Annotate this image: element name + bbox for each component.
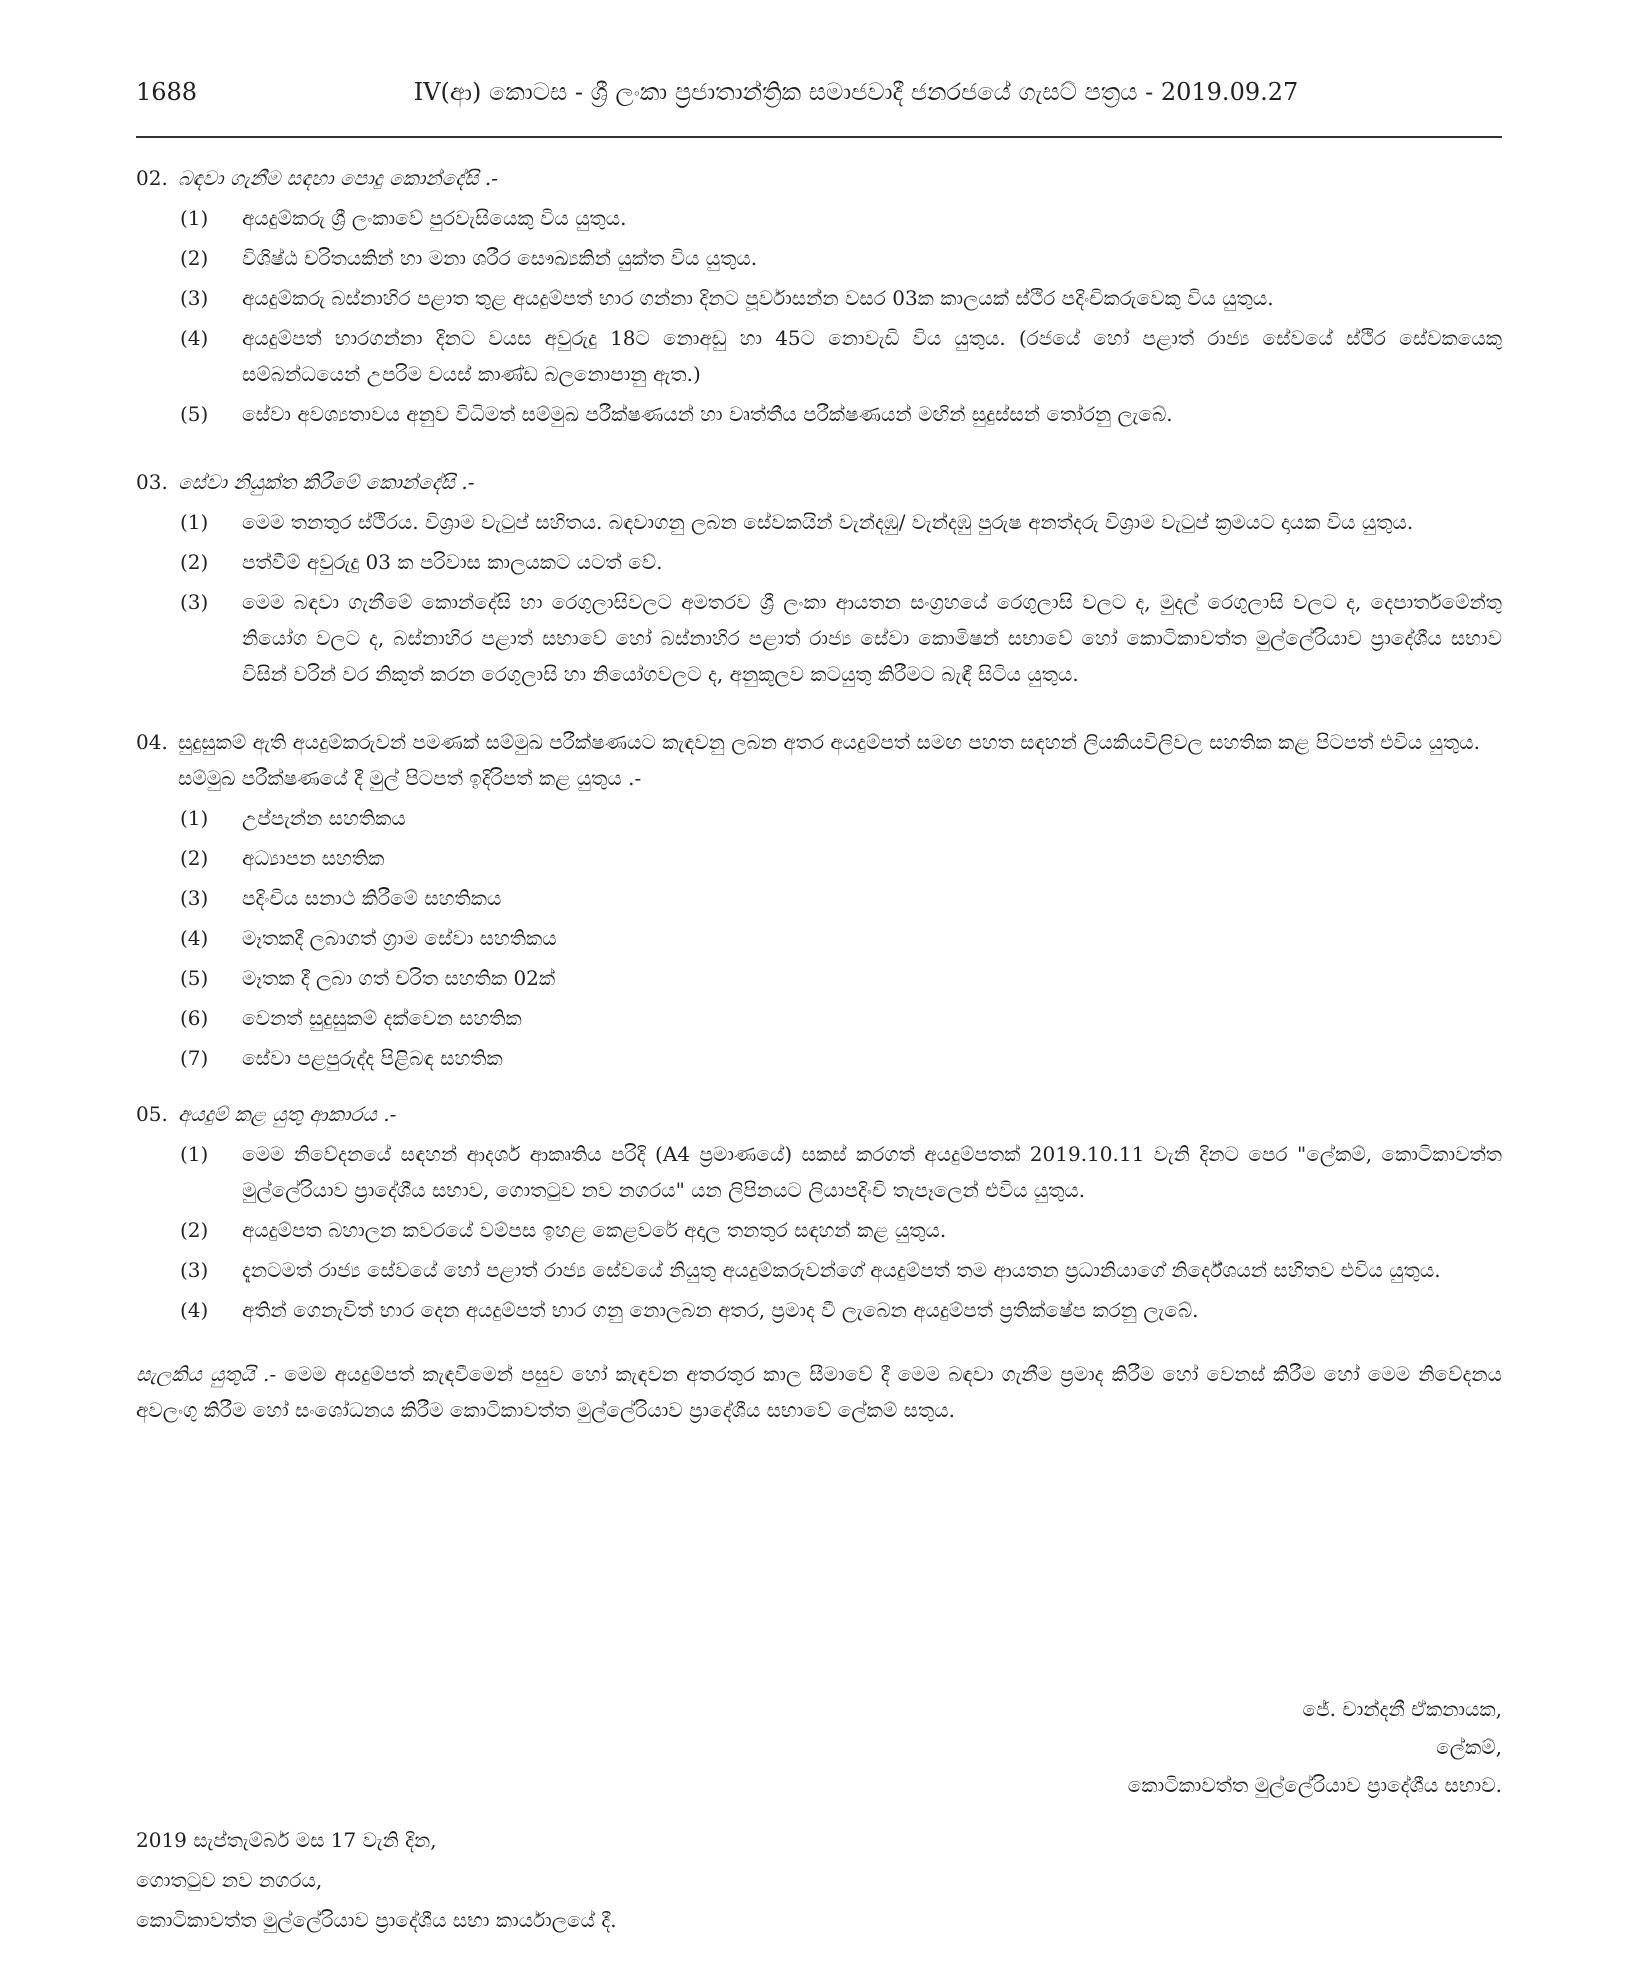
section-how-to-apply	[136, 1096, 1502, 1328]
section-number: 02.	[136, 166, 168, 190]
list-item	[136, 240, 1502, 276]
item-text: පදිංචිය සනාථ කිරීමේ සහතිකය	[242, 886, 502, 910]
list-item	[136, 880, 1502, 916]
issue-date: 2019 සැප්තැම්බර් මස 17 වැනි දින,	[136, 1828, 437, 1852]
section-heading	[136, 724, 1502, 796]
item-number: (2)	[180, 1218, 209, 1242]
item-text: මෑතක දී ලබා ගත් චරිත සහතික 02ක්	[242, 966, 556, 990]
list-item	[136, 320, 1502, 392]
signature-block	[960, 1690, 1502, 1804]
item-number: (7)	[180, 1046, 209, 1070]
important-note	[136, 1356, 1502, 1428]
item-number: (3)	[180, 1258, 209, 1282]
list-item	[136, 960, 1502, 996]
list-item	[136, 1252, 1502, 1288]
section-heading	[136, 464, 1502, 500]
list-item	[136, 1136, 1502, 1208]
list-item	[136, 920, 1502, 956]
item-text: අයදුම්කරු බස්නාහිර පළාත තුළ අයදුම්පත් භාර ගන්නා දිනට පූර්වාසන්න වසර 03ක කාලයක් ස්ථිර පදිංචිකරුවෙකු විය යුතුය.	[242, 286, 1274, 310]
item-text: අයදුම්පත් භාරගන්නා දිනට වයස අවුරුදු 18ට නොඅඩු හා 45ට නොවැඩි විය යුතුය. (රජයේ හෝ පළාත් රාජ්‍ය සේවයේ ස්ථිර සේවකයෙකු සම්බන්ධයෙන් උපරිම වයස් කාණ්ඩ බලනොපානු ඇත.)	[242, 326, 1502, 386]
dateline-block	[136, 1820, 936, 1940]
list-item	[136, 396, 1502, 432]
list-item	[136, 1000, 1502, 1036]
list-item	[136, 840, 1502, 876]
list-item	[136, 1292, 1502, 1328]
page-header	[136, 78, 1502, 114]
condition-list	[136, 200, 1502, 432]
section-required-documents	[136, 724, 1502, 1076]
list-item	[136, 1212, 1502, 1248]
item-text: අයදුම්කරු ශ්‍රී ලංකාවේ පුරවැසියෙකු විය යුතුය.	[242, 206, 627, 230]
gazette-title: IV(ආ) කොටස - ශ්‍රී ලංකා ප්‍රජාතාන්ත්‍රික සමාජවාදී ජනරජයේ ගැසට් පත්‍රය - 2019.09.27	[413, 78, 1299, 106]
item-number: (1)	[180, 806, 209, 830]
signatory-office: කොටිකාවත්ත මුල්ලේරියාව ප්‍රාදේශීය සභාව.	[1127, 1773, 1502, 1797]
item-number: (2)	[180, 846, 209, 870]
item-number: (1)	[180, 510, 209, 534]
item-number: (2)	[180, 246, 209, 270]
section-spacer	[136, 1332, 1502, 1356]
item-number: (5)	[180, 966, 209, 990]
section-title: සේවා නියුක්ත කිරීමේ කොන්දේසි .-	[178, 470, 475, 494]
item-number: (2)	[180, 550, 209, 574]
document-list	[136, 800, 1502, 1076]
section-spacer	[136, 696, 1502, 724]
item-text: පත්වීම් අවුරුදු 03 ක පරිවාස කාලයකට යටත් වේ.	[242, 550, 663, 574]
item-text: මෙම බඳවා ගැනීමේ කොන්දේසි හා රෙගුලාසිවලට අමතරව ශ්‍රී ලංකා ආයතන සංග්‍රහයේ රෙගුලාසි වලට ද, මුදල් රෙගුලාසි වලට ද, දෙපාර්තමේන්තු නියෝග වලට ද, බස්නාහිර පළාත් සභාවේ හෝ බස්නාහිර පළාත් රාජ්‍ය සේවා කොමිෂන් සභාවේ හෝ කොටිකාවත්ත මුල්ලේරියාව ප්‍රාදේශීය සභාව විසින් වරින් වර නිකුත් කරන රෙගුලාසි හා නියෝගවලට ද, අනුකූලව කටයුතු කිරීමට බැඳී සිටිය යුතුය.	[242, 590, 1502, 686]
section-title: අයදුම් කළ යුතු ආකාරය .-	[178, 1102, 397, 1126]
item-text: සේවා පළපුරුද්ද පිළිබඳ සහතික	[242, 1046, 503, 1070]
signatory-position: ලේකම්,	[1436, 1735, 1502, 1759]
section-number: 05.	[136, 1102, 168, 1126]
list-item	[136, 200, 1502, 236]
item-text: මෙම තනතුර ස්ථිරය. විශ්‍රාම වැටුප් සහිතය. බඳවාගනු ලබන සේවකයින් වැන්දඹු/ වැන්දඹු පුරුෂ අනත්දරු විශ්‍රාම වැටුප් ක්‍රමයට දායක විය යුතුය.	[242, 510, 1414, 534]
issue-office: කොටිකාවත්ත මුල්ලේරියාව ප්‍රාදේශීය සභා කාර්යාලයේ දී.	[136, 1908, 617, 1932]
signatory-name: ජේ. චාන්දනී ඒකනායක,	[1302, 1697, 1502, 1721]
item-number: (3)	[180, 886, 209, 910]
item-text: අයදුම්පත බහාලන කවරයේ වම්පස ඉහළ කෙළවරේ අදාල තනතුර සඳහන් කළ යුතුය.	[242, 1218, 947, 1242]
item-text: මෙම නිවේදනයේ සඳහන් ආදර්ශ ආකෘතිය පරිදි (A4 ප්‍රමාණයේ) සකස් කරගත් අයදුම්පතක් 2019.10.11 වැනි දිනට පෙර "ලේකම්, කොටිකාවත්ත මුල්ලේරියාව ප්‍රාදේශීය සභාව, ගොතටුව නව නගරය" යන ලිපිනයට ලියාපදිංචි තැපෑලෙන් එවිය යුතුය.	[242, 1142, 1502, 1202]
section-heading	[136, 1096, 1502, 1132]
list-item	[136, 280, 1502, 316]
section-title: බඳවා ගැනීම සඳහා පොදු කොන්දේසි .-	[178, 166, 498, 190]
section-service-conditions	[136, 464, 1502, 692]
item-number: (3)	[180, 286, 209, 310]
issue-place: ගොතටුව නව නගරය,	[136, 1868, 323, 1892]
list-item	[136, 1040, 1502, 1076]
item-number: (5)	[180, 402, 209, 426]
list-item	[136, 544, 1502, 580]
list-item	[136, 800, 1502, 836]
section-general-conditions	[136, 160, 1502, 432]
note-text: මෙම අයදුම්පත් කැඳවීමෙන් පසුව හෝ කැඳවන අතරතුර කාල සීමාවේ දී මෙම බඳවා ගැනීම ප්‍රමාද කිරීම හෝ වෙනස් කිරීම හෝ මෙම නිවේදනය අවලංගු කිරීම හෝ සංශෝධනය කිරීම කොටිකාවත්ත මුල්ලේරියාව ප්‍රාදේශීය සභාවේ ලේකම් සතුය.	[136, 1362, 1502, 1422]
section-spacer	[136, 1080, 1502, 1096]
item-number: (1)	[180, 206, 209, 230]
list-item	[136, 584, 1502, 692]
item-number: (4)	[180, 926, 209, 950]
notice-body	[136, 160, 1502, 1428]
item-number: (3)	[180, 590, 209, 614]
item-text: සේවා අවශ්‍යතාවය අනුව විධිමත් සම්මුඛ පරීක්ෂණයන් හා වෘත්තීය පරීක්ෂණයන් මඟින් සුදුස්සන් තෝරනු ලැබේ.	[242, 402, 1173, 426]
item-number: (4)	[180, 1298, 209, 1322]
item-text: වෙනත් සුදුසුකම් දක්වෙන සහතික	[242, 1006, 522, 1030]
section-number: 03.	[136, 470, 168, 494]
page-number: 1688	[136, 78, 198, 106]
item-text: දැනටමත් රාජ්‍ය සේවයේ හෝ පළාත් රාජ්‍ය සේවයේ නියුතු අයදුම්කරුවන්ගේ අයදුම්පත් තම ආයතන ප්‍රධානියාගේ නිර්දේශයන් සහිතව එවිය යුතුය.	[242, 1258, 1441, 1282]
item-number: (1)	[180, 1142, 209, 1166]
item-number: (4)	[180, 326, 209, 350]
item-text: අධ්‍යාපන සහතික	[242, 846, 385, 870]
instruction-list	[136, 1136, 1502, 1328]
condition-list	[136, 504, 1502, 692]
item-text: උප්පැන්න සහතිකය	[242, 806, 406, 830]
item-text: විශිෂ්ඨ චරිතයකින් හා මනා ශරීර සෞඛ්‍යකින් යුක්ත විය යුතුය.	[242, 246, 758, 270]
item-text: අතින් ගෙනැවිත් භාර දෙන අයදුම්පත් භාර ගනු නොලබන අතර, ප්‍රමාද වී ලැබෙන අයදුම්පත් ප්‍රතික්ෂේප කරනු ලැබේ.	[242, 1298, 1199, 1322]
header-divider	[136, 136, 1502, 138]
item-number: (6)	[180, 1006, 209, 1030]
list-item	[136, 504, 1502, 540]
note-label: සැලකිය යුතුයි .-	[136, 1362, 277, 1386]
section-number: 04.	[136, 730, 168, 754]
section-spacer	[136, 436, 1502, 464]
section-text: සුදුසුකම් ඇති අයදුම්කරුවන් පමණක් සම්මුඛ පරීක්ෂණයට කැඳවනු ලබන අතර අයදුම්පත් සමඟ පහත සඳහන් ලියකියවිලිවල සහතික කළ පිටපත් එවිය යුතුය. සම්මුඛ පරීක්ෂණයේ දී මුල් පිටපත් ඉදිරිපත් කළ යුතුය .-	[178, 730, 1480, 790]
section-heading	[136, 160, 1502, 196]
item-text: මෑතකදී ලබාගත් ග්‍රාම සේවා සහතිකය	[242, 926, 557, 950]
